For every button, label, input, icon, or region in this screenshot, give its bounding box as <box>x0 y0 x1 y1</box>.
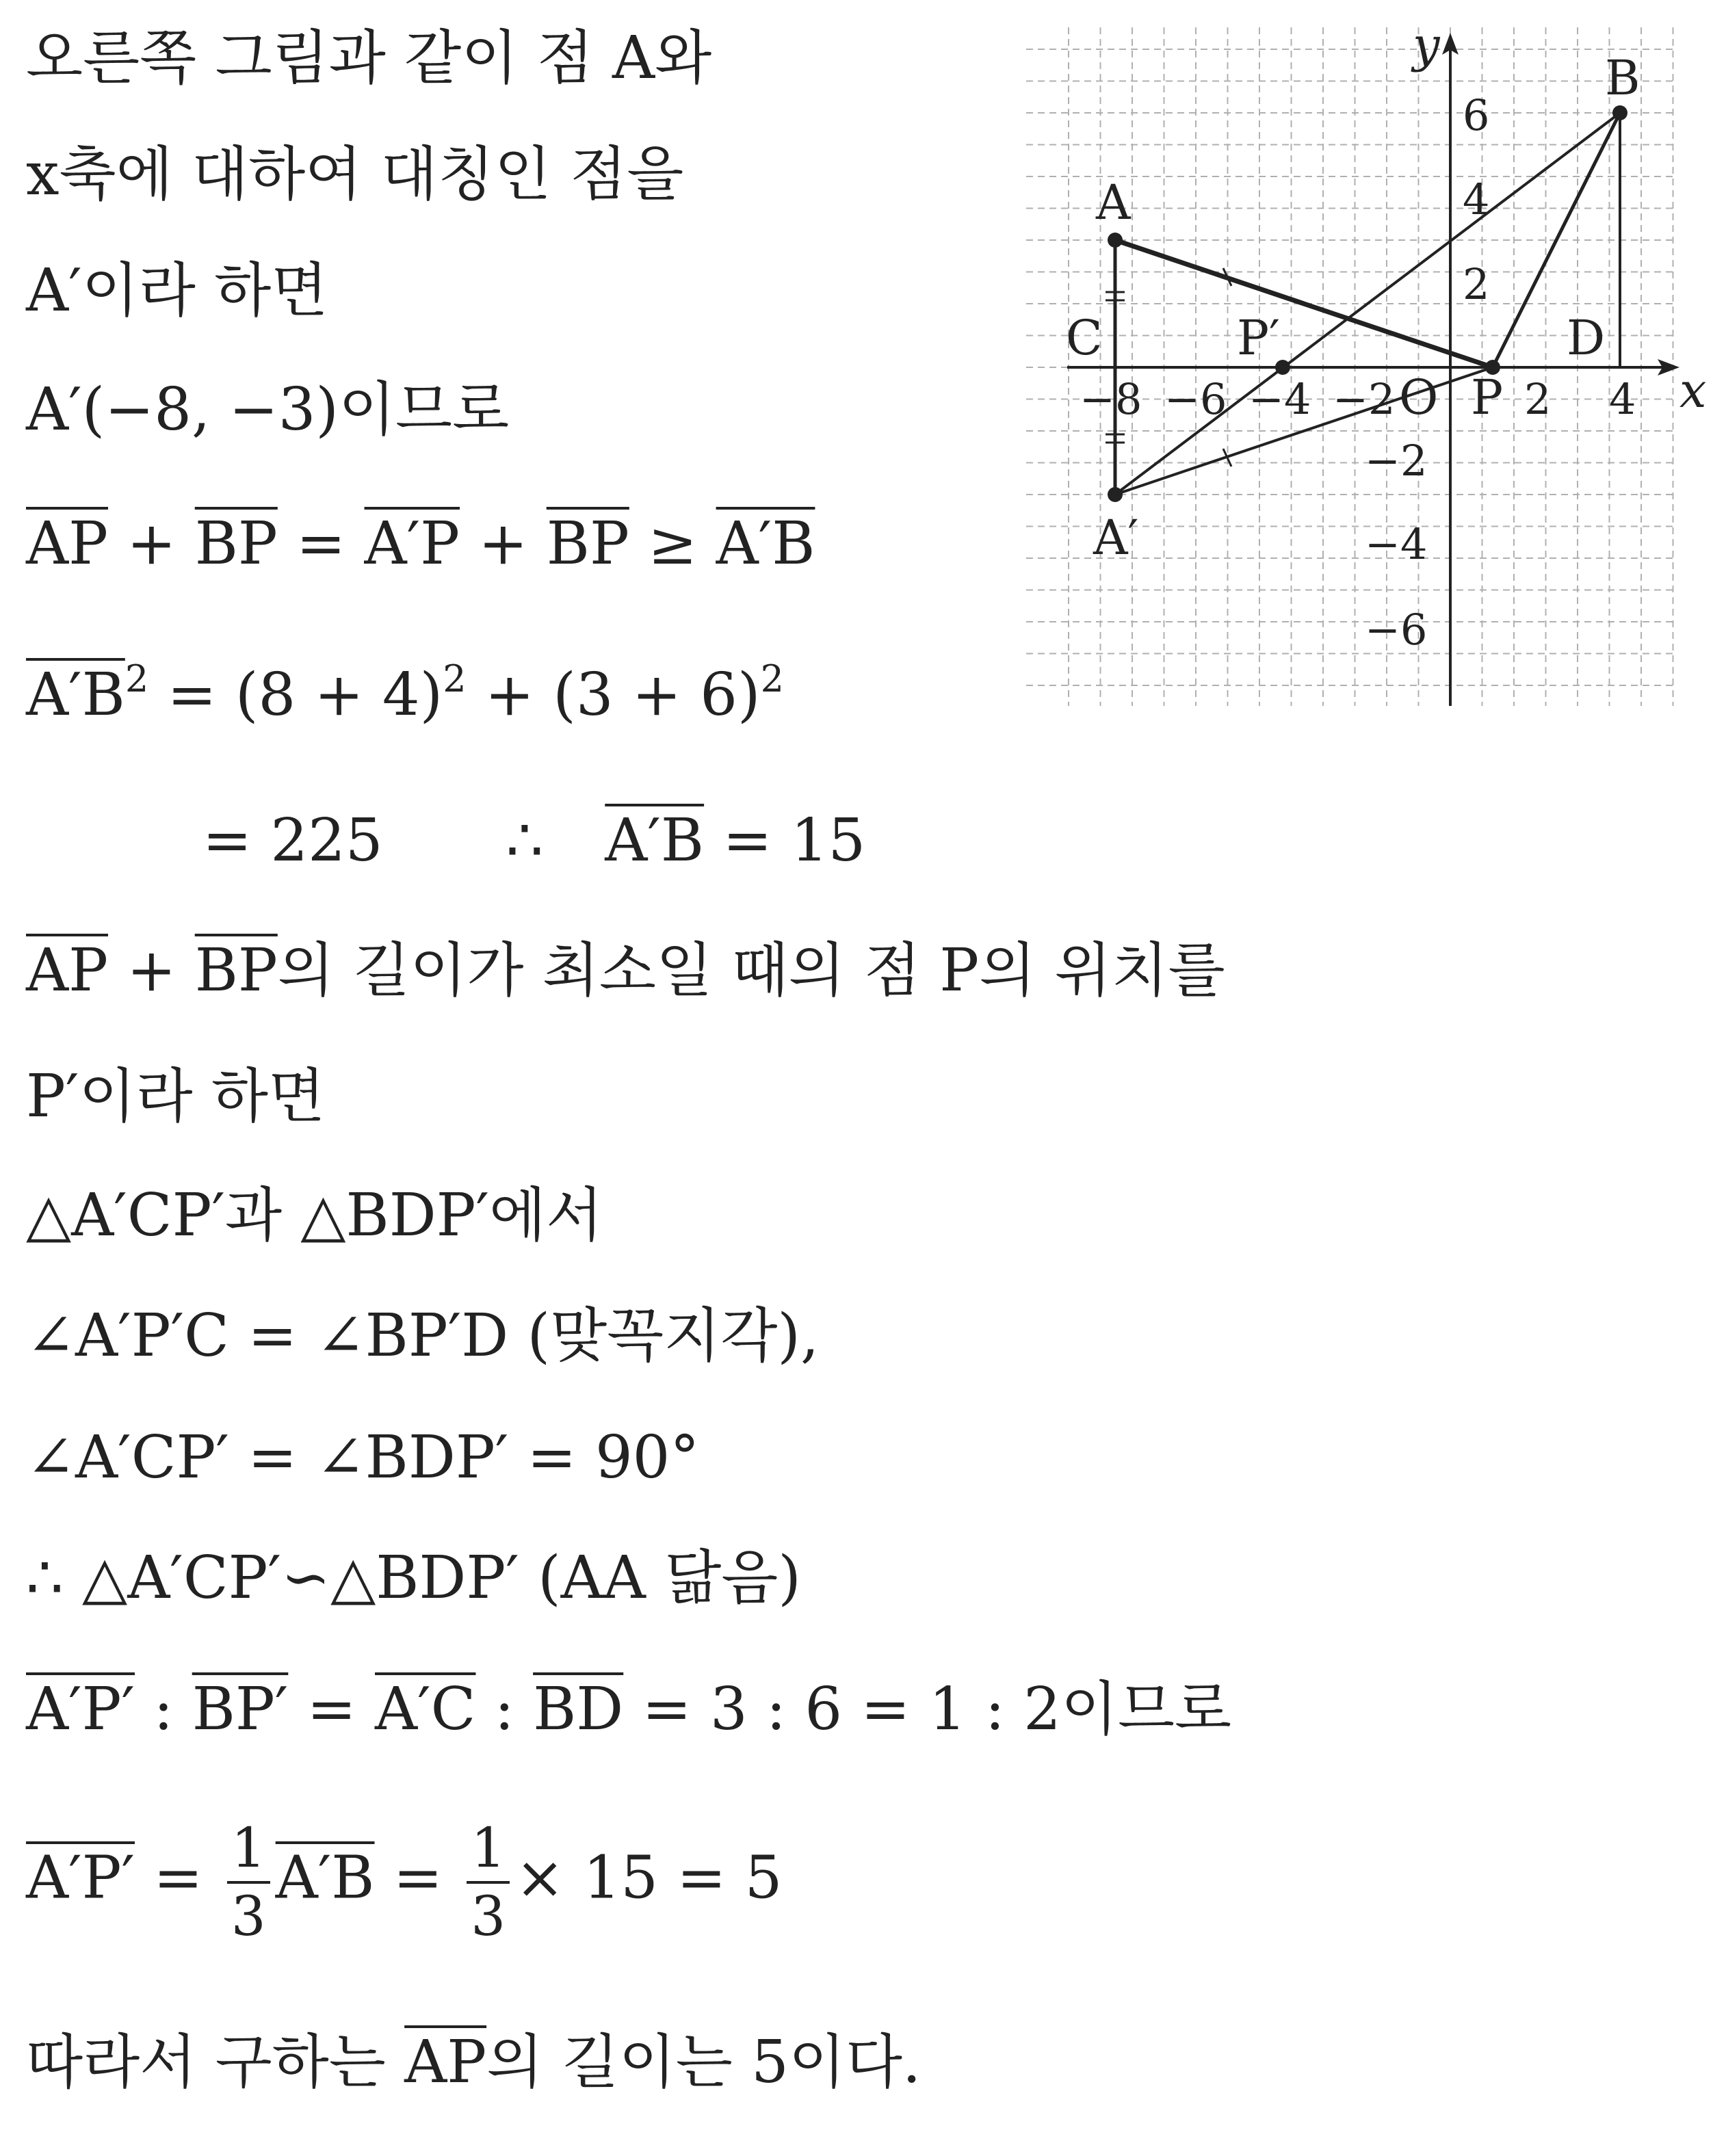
distance-squared-line <box>26 657 784 729</box>
text-line-2: x축에 대하여 대칭인 점을 <box>26 140 684 209</box>
y-tick-label: 2 <box>1463 259 1490 309</box>
equals-sign: = <box>277 510 365 578</box>
segment-bp: $\overline{BP}$ <box>546 510 629 578</box>
segment-a-prime-p-prime: A′P′ <box>26 1843 135 1912</box>
expression: × 15 = 5 <box>515 1843 783 1912</box>
text-line-13: ∴ △A′CP′∽△BDP′ (AA 닮음) <box>26 1544 801 1612</box>
x-axis-label: x <box>1679 363 1707 419</box>
y-tick-label: −4 <box>1365 519 1428 569</box>
segment-bd: $\overline{BD}$ <box>533 1675 624 1744</box>
text-line-10: △A′CP′과 △BDP′에서 <box>26 1181 603 1250</box>
y-tick-label: −2 <box>1365 436 1428 486</box>
fraction-one-third: $\frac{1}{3}$ <box>227 1819 270 1945</box>
origin-label: O <box>1399 369 1439 425</box>
sentence: 의 길이는 5이다. <box>486 2028 921 2096</box>
segment-ap: $\overline{AP}$ <box>26 936 108 1005</box>
y-tick-label: 6 <box>1463 90 1490 140</box>
x-tick-label: 2 <box>1524 374 1552 424</box>
expression: + (3 + 6) <box>466 661 761 729</box>
point-a <box>1108 233 1123 248</box>
label-p: P <box>1471 369 1504 425</box>
segment-bp-prime: BP′ <box>192 1675 289 1744</box>
equals-sign: = <box>288 1675 376 1744</box>
fraction-one-third: $\frac{1}{3}$ <box>467 1819 510 1945</box>
segment-a-prime-b: A′B <box>26 661 125 729</box>
label-p-prime: P′ <box>1237 310 1280 366</box>
y-tick-label: −6 <box>1365 605 1428 655</box>
point-a-prime <box>1108 487 1123 502</box>
x-tick-label: −6 <box>1164 374 1227 424</box>
text-line-11: ∠A′P′C = ∠BP′D (맞꼭지각), <box>26 1302 820 1370</box>
label-c: C <box>1066 310 1103 366</box>
conclusion-line <box>26 2028 921 2096</box>
equals-sign: = <box>135 1843 222 1912</box>
label-d: D <box>1567 310 1606 366</box>
x-tick-label: −2 <box>1333 374 1396 424</box>
result-line <box>202 806 866 875</box>
exponent: 2 <box>443 657 467 700</box>
y-axis-label: y <box>1413 17 1440 73</box>
equals-sign: = <box>374 1843 462 1912</box>
segment-bp: $\overline{BP}$ <box>194 936 278 1005</box>
colon: : <box>475 1675 534 1744</box>
text-line-3: A′이라 하면 <box>26 257 328 325</box>
sentence: 따라서 구하는 <box>26 2028 405 2096</box>
x-tick-label: −4 <box>1248 374 1311 424</box>
y-tick-label: 4 <box>1463 174 1490 224</box>
segment-ap: $\overline{AP}$ <box>26 510 108 578</box>
segment-bp: $\overline{BP}$ <box>194 510 278 578</box>
inequality-line <box>26 510 815 578</box>
segment-a-prime-c: A′C <box>375 1675 476 1744</box>
exponent: 2 <box>760 657 784 700</box>
segment-a-prime-p-prime: A′P′ <box>26 1675 135 1744</box>
plus-sign: + <box>107 510 195 578</box>
colon: : <box>135 1675 192 1744</box>
therefore-symbol: ∴ <box>506 806 544 875</box>
text-line-8 <box>26 936 1225 1005</box>
point-b <box>1612 105 1627 120</box>
plus-sign: + <box>107 936 195 1005</box>
expression: = 15 <box>704 806 866 875</box>
plus-sign: + <box>460 510 547 578</box>
label-a: A <box>1096 174 1131 231</box>
label-a-prime: A′ <box>1093 510 1139 566</box>
ratio-line <box>26 1675 1232 1744</box>
fraction-line <box>26 1816 783 1948</box>
x-tick-label: 4 <box>1609 374 1636 424</box>
segment-ap: $\overline{AP}$ <box>404 2028 487 2096</box>
segment-a-prime-b: A′B <box>605 806 705 875</box>
segment-a-prime-p: A′P <box>364 510 460 578</box>
expression: = (8 + 4) <box>148 661 443 729</box>
x-tick-label: −8 <box>1080 374 1142 424</box>
label-b: B <box>1605 50 1640 106</box>
text-line-4: A′(−8, −3)이므로 <box>26 376 510 444</box>
sentence: 의 길이가 최소일 때의 점 P의 위치를 <box>277 936 1225 1005</box>
segment-a-prime-b: A′B <box>275 1843 375 1912</box>
equals-225: = 225 <box>202 806 383 875</box>
coordinate-graph <box>1019 14 1707 718</box>
geq-sign: ≥ <box>629 510 716 578</box>
exponent: 2 <box>125 657 149 700</box>
segment-a-prime-b: A′B <box>716 510 815 578</box>
expression: = 3 : 6 = 1 : 2이므로 <box>623 1675 1232 1744</box>
text-line-12: ∠A′CP′ = ∠BDP′ = 90° <box>26 1423 700 1492</box>
text-line-9: P′이라 하면 <box>26 1062 326 1131</box>
text-line-1: 오른쪽 그림과 같이 점 A와 <box>26 24 712 92</box>
